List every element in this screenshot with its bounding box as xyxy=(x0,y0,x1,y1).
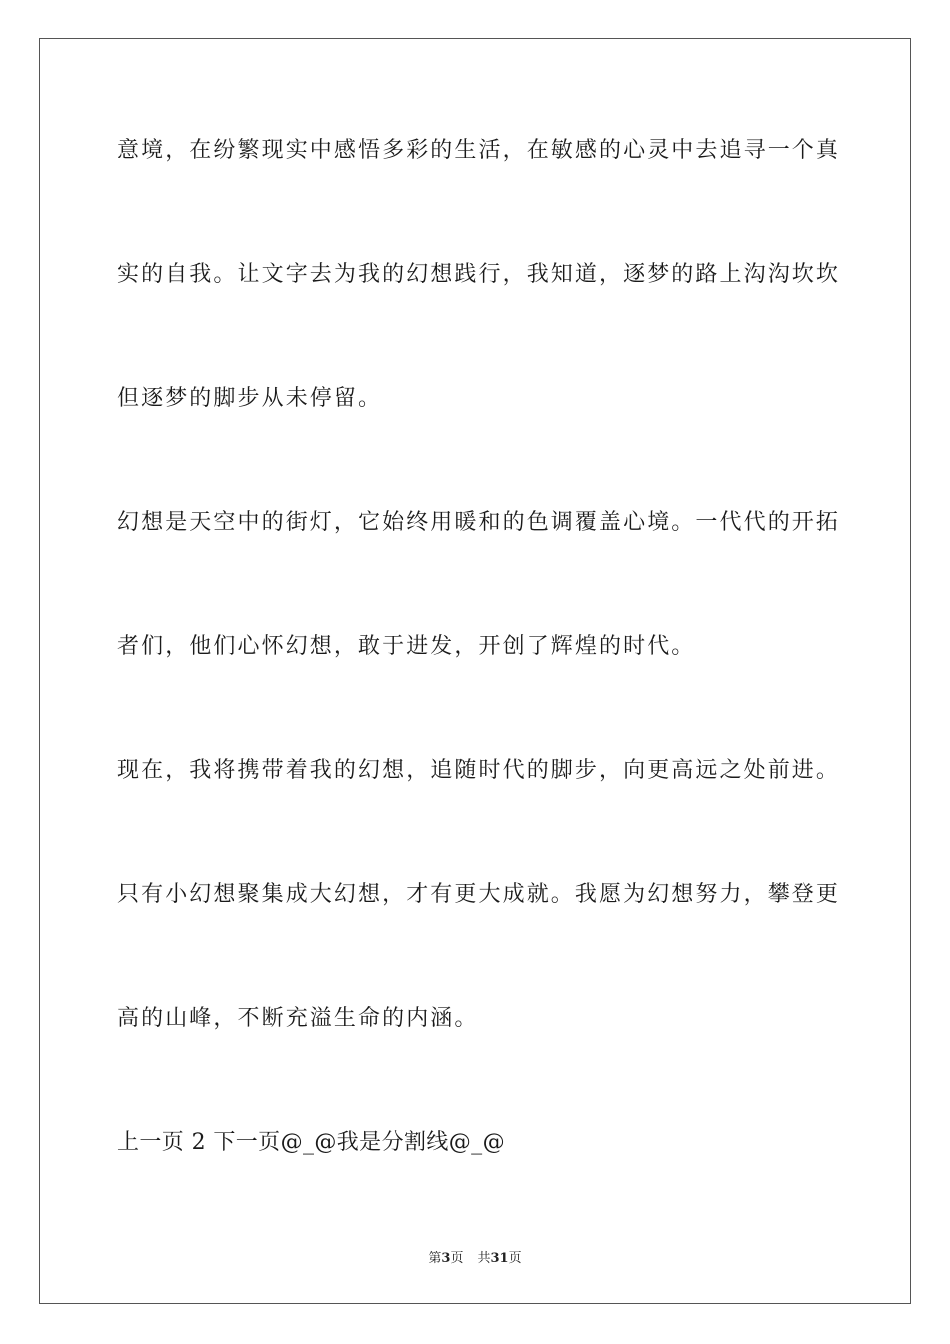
total-page-count: 31 xyxy=(490,1251,509,1266)
page-frame xyxy=(39,38,911,1304)
body-line-7: 只有小幻想聚集成大幻想，才有更大成就。我愿为幻想努力，攀登更 xyxy=(117,882,841,907)
body-line-6: 现在，我将携带着我的幻想，追随时代的脚步，向更高远之处前进。 xyxy=(117,758,841,783)
body-line-8: 高的山峰，不断充溢生命的内涵。 xyxy=(117,1006,479,1031)
body-line-5: 者们，他们心怀幻想，敢于进发，开创了辉煌的时代。 xyxy=(117,634,696,659)
body-line-4: 幻想是天空中的街灯，它始终用暖和的色调覆盖心境。一代代的开拓 xyxy=(117,510,841,535)
total-unit: 页 xyxy=(508,1251,522,1266)
pagination-separator-line: 上一页 2 下一页@_@我是分割线@_@ xyxy=(117,1130,505,1155)
body-line-2: 实的自我。让文字去为我的幻想践行，我知道，逐梦的路上沟沟坎坎 xyxy=(117,262,841,287)
current-page-number: 3 xyxy=(441,1251,451,1266)
page-prefix: 第 xyxy=(428,1251,442,1266)
total-prefix: 共 xyxy=(477,1251,491,1266)
body-line-1: 意境，在纷繁现实中感悟多彩的生活，在敏感的心灵中去追寻一个真 xyxy=(117,138,841,163)
body-line-3: 但逐梦的脚步从未停留。 xyxy=(117,386,383,411)
page-unit: 页 xyxy=(450,1251,464,1266)
page-footer xyxy=(0,1247,950,1266)
